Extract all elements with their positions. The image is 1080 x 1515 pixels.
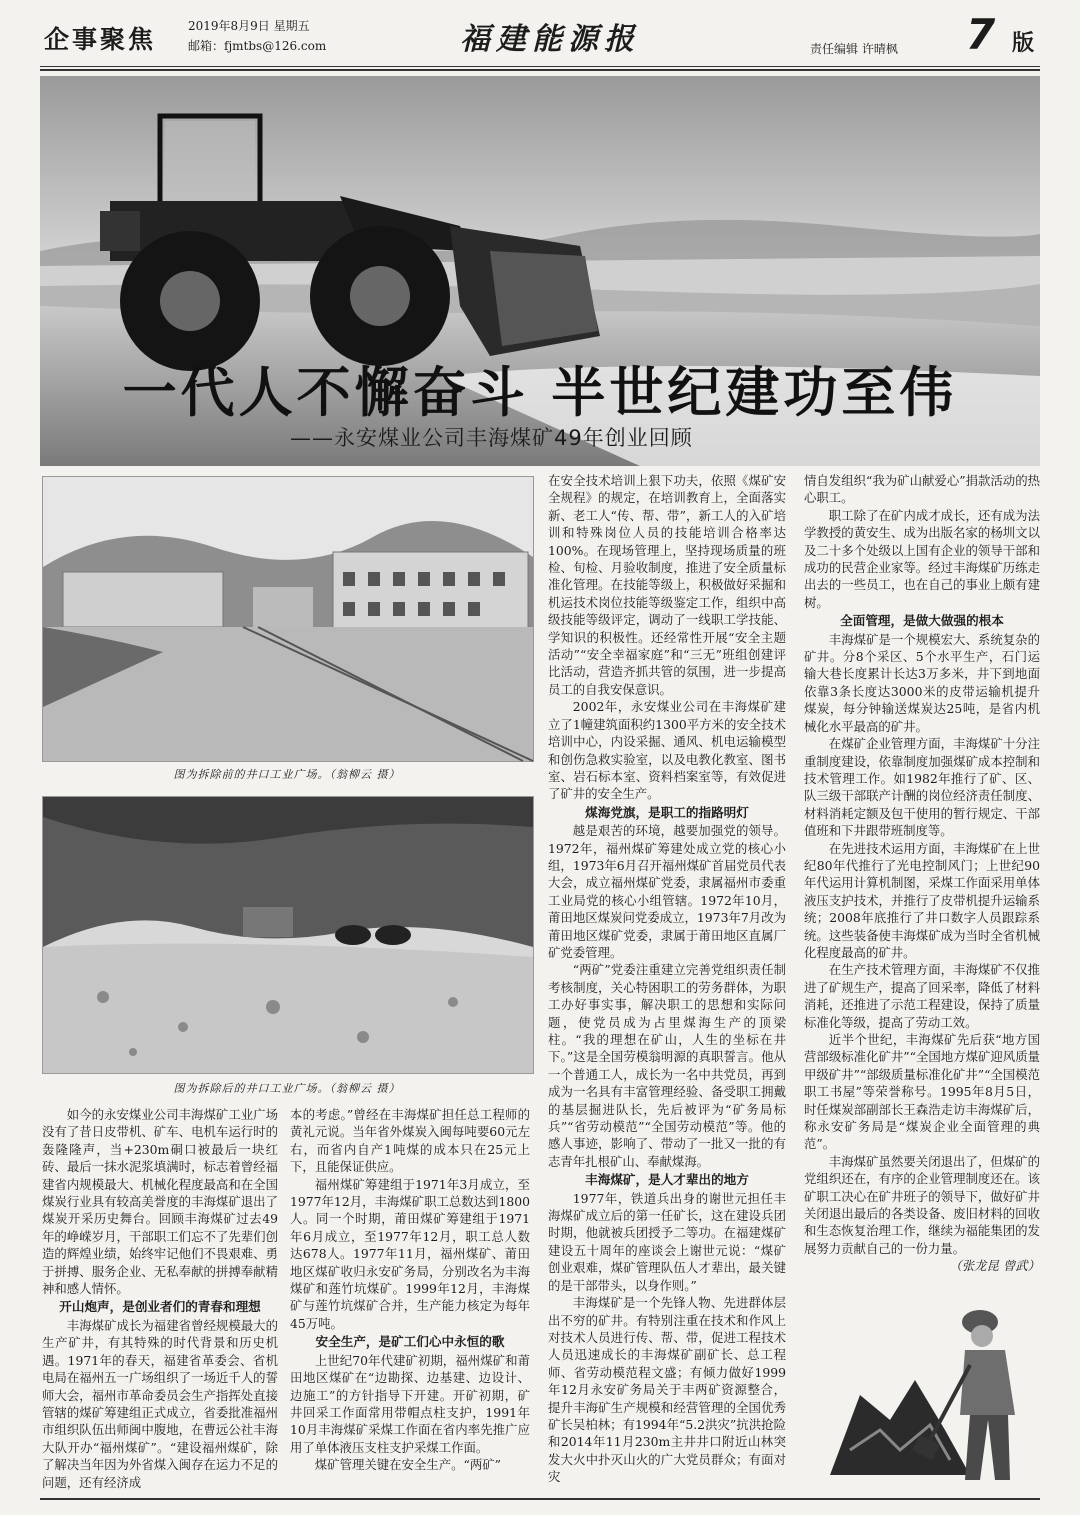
miner-illustration <box>820 1300 1035 1490</box>
article-paragraph: 丰海煤矿是一个规模宏大、系统复杂的矿井。分8个采区、5个水平生产，石门运输大巷长度累计长达3万多米，井下到地面依靠3条长度达3000米的皮带运输机提升煤炭，每分钟输送煤炭达25吨，是省内机械化水平最高的矿井。 <box>804 631 1040 734</box>
article-paragraph: 在安全技术培训上狠下功夫，依照《煤矿安全规程》的规定，在培训教育上，全面落实新、老工人“传、帮、带”，新工人的入矿培训和特殊岗位人员的技能培训合格率达100%。在现场管理上，坚持现场质量的班检、旬检、月验收制度，推进了安全质量标准化管理。在技能等级上，积极做好采掘和机运技术岗位技能等级鉴定工作，组织中高级技能等级评定，调动了一线职工学技能、学知识的积极性。还经常性开展“安全主题活动”“安全幸福家庭”和“三无”班组创建评比活动，营造齐抓共管的氛围，进一步提高员工的自我安保意识。 <box>548 473 786 697</box>
article-paragraph: 职工除了在矿内成才成长，还有成为法学教授的黄安生、成为出版名家的杨圳文以及二十多个处级以上国有企业的领导干部和成功的民营企业家等。经过丰海煤矿历练走出去的一些员工，也在自己的事业上颇有建树。 <box>804 507 1040 610</box>
subheadline: ——永安煤业公司丰海煤矿49年创业回顾 <box>290 426 693 450</box>
miner-shovel-icon <box>820 1300 1035 1490</box>
page-suffix: 版 <box>1012 30 1035 56</box>
page-number: 7 <box>966 10 996 59</box>
header-rule-thick <box>40 69 1040 71</box>
mine-after-icon <box>43 797 533 1073</box>
article-paragraph: 丰海煤矿成长为福建省曾经规模最大的生产矿井，有其特殊的时代背景和历史机遇。1971年的春天，福建省革委会、省机电局在福州五一广场组织了一场近千人的誓师大会，福州市革命委员会生产指挥处直接管辖的煤矿筹建组正式成立，省委批准福州市组织队伍出师闽中腹地，在曹远公社丰海大队开办“福州煤矿”。“建设福州煤矿，除了解决当年因为外省煤入闽存在运力不足的问题，还有经济成 <box>42 1317 278 1490</box>
article-paragraph: 在生产技术管理方面，丰海煤矿不仅推进了矿规生产，提高了回采率，降低了材料消耗，还推进了示范工程建设，保持了质量标准化等级，提高了劳动工效。 <box>804 962 1040 1030</box>
article-column-2 <box>290 1106 530 1492</box>
section-heading: 丰海煤矿，是人才辈出的地方 <box>585 1172 749 1188</box>
article-paragraph: 福州煤矿筹建组于1971年3月成立，至1977年12月，丰海煤矿职工总数达到1800人。同一个时期，莆田煤矿筹建组于1971年6月成立，至1977年12月，职工总人数达678人。1977年11月，福州煤矿、莆田地区煤矿收归永安矿务局，分别改名为丰海煤矿和莲竹坑煤矿。1999年12月，丰海煤矿与莲竹坑煤矿合并，生产能力核定为每年45万吨。 <box>290 1176 530 1331</box>
article-paragraph: 煤矿管理关键在安全生产。“两矿” <box>314 1457 501 1473</box>
photo-caption-after: 图为拆除后的井口工业广场。（翁柳云 摄） <box>173 1082 401 1095</box>
section-heading: 全面管理，是做大做强的根本 <box>840 613 1004 629</box>
section-heading: 开山炮声，是创业者们的青春和理想 <box>59 1299 261 1315</box>
contact-email[interactable]: 邮箱：fjmtbs@126.com <box>188 39 327 53</box>
article-paragraph: 丰海煤矿虽然要关闭退出了，但煤矿的党组织还在，有序的企业管理制度还在。该矿职工决心在矿井班子的领导下，做好矿井关闭退出最后的各类设备、废旧材料的回收和生态恢复治理工作，继续为福能集团的发展努力贡献自己的一份力量。 <box>804 1153 1040 1256</box>
article-paragraph: 1977年，铁道兵出身的谢世元担任丰海煤矿成立后的第一任矿长，这在建设兵团时期，他就被兵团授予二等功。在福建煤矿建设五十周年的座谈会上谢世元说：“煤矿创业艰难，煤矿管理队伍人才辈出，最关键的是干部带头，以身作则。” <box>548 1190 786 1293</box>
article-paragraph: 本的考虑。”曾经在丰海煤矿担任总工程师的黄礼元说。当年省外煤炭入闽每吨要60元左右，而省内自产1吨煤的成本只在25元上下，且能保证供应。 <box>290 1107 530 1175</box>
article-paragraph: 丰海煤矿是一个先锋人物、先进群体层出不穷的矿井。有特别注重在技术和作风上对技术人员进行传、帮、带，促进工程技术人员迅速成长的丰海煤矿副矿长、总工程师、省劳动模范程文盛；有倾力做好1999年12月永安矿务局关于丰两矿资源整合，提升丰海矿生产规模和经营管理的全国优秀矿长吴柏林；有1994年“5.2洪灾”抗洪抢险和2014年11月230m主井井口附近山林突发大火中扑灭山火的广大党员群众；有面对灾 <box>548 1295 786 1485</box>
section-heading: 煤海党旗，是职工的指路明灯 <box>585 804 749 820</box>
article-column-4 <box>804 472 1040 1274</box>
article-paragraph: 情自发组织“我为矿山献爱心”捐款活动的热心职工。 <box>804 473 1040 506</box>
article-paragraph: 在煤矿企业管理方面，丰海煤矿十分注重制度建设，依靠制度加强煤矿成本控制和技术管理工作。如1982年推行了矿、区、队三级干部联产计酬的岗位经济责任制度、材料消耗定额及包干使用的暂行规定、干部值班和下井跟带班制度等。 <box>804 736 1040 839</box>
photo-caption-before: 图为拆除前的井口工业广场。（翁柳云 摄） <box>173 768 401 781</box>
responsible-editor: 责任编辑 许晴枫 <box>810 42 898 56</box>
article-column-3 <box>548 472 786 1494</box>
headline: 一代人不懈奋斗 半世纪建功至伟 <box>122 361 958 424</box>
article-paragraph: 近半个世纪，丰海煤矿先后获“地方国营部级标准化矿井”“全国地方煤矿迎风质量甲级矿井”“部级质量标准化矿井”“全国模范职工书屋”等荣誉称号。1995年8月5日，时任煤炭部副部长王森浩走访丰海煤矿后，称永安矿务局是“煤炭企业全面管理的典范”。 <box>804 1032 1040 1152</box>
photo-before <box>42 476 534 762</box>
issue-date: 2019年8月9日 星期五 <box>188 19 310 33</box>
article-paragraph: 在先进技术运用方面，丰海煤矿在上世纪80年代推行了光电控制风门；上世纪90年代运用计算机制图，采煤工作面采用单体液压支护技术，并推行了皮带机提升运输系统；2008年底推行了井口数字人员跟踪系统。这些装备使丰海煤矿成为当时全省机械化程度最高的矿井。 <box>804 840 1040 960</box>
header-rule <box>40 66 1040 67</box>
article-paragraph: 2002年，永安煤业公司在丰海煤矿建立了1幢建筑面积约1300平方米的安全技术培训中心，内设采掘、通风、机电运输模型和创伤急救实验室，以及电教化教室、图书室、岩石标本室、资料档案室等，有效促进了矿井的安全生产。 <box>548 699 786 802</box>
footer-rule <box>40 1498 1040 1500</box>
article-paragraph: 上世纪70年代建矿初期，福州煤矿和莆田地区煤矿在“边勘探、边基建、边设计、边施工”的方针指导下开建。开矿初期，矿井回采工作面常用带帽点柱支护，1991年10月丰海煤矿采煤工作面在省内率先推广应用了单体液压支柱支护采煤工作面。 <box>290 1352 530 1455</box>
article-paragraph: 越是艰苦的环境，越要加强党的领导。1972年，福州煤矿筹建处成立党的核心小组，1973年6月召开福州煤矿首届党员代表大会，成立福州煤矿党委，隶属福州市委重工业局党的核心小组管辖。1972年10月，莆田地区煤炭问党委成立，1973年7月改为莆田地区煤矿党委，隶属于莆田地区直属厂矿党委管理。 <box>548 823 786 960</box>
section-name: 企事聚焦 <box>44 25 157 54</box>
section-heading: 安全生产，是矿工们心中永恒的歌 <box>315 1334 505 1350</box>
article-byline: （张龙昆 曾武） <box>949 1258 1040 1274</box>
photo-after <box>42 796 534 1074</box>
article-paragraph: “两矿”党委注重建立完善党组织责任制考核制度，关心特困职工的劳务群体，为职工办好事实事，解决职工的思想和实际问题，使党员成为占里煤海生产的顶梁柱。“我的理想在矿山，人生的坐标在井下。”这是全国劳模翁明源的真职誓言。他从一个普通工人，成长为一名中共党员，再到成为一名具有丰富管理经验、备受职工拥戴的基层掘进队长，先后被评为“矿务局标兵”“省劳动模范”“全国劳动模范”等。他的感人事迹，影响了、带动了一批又一批的有志青年扎根矿山、奉献煤海。 <box>548 962 786 1169</box>
newspaper-masthead: 福建能源报 <box>460 22 640 57</box>
article-paragraph: 如今的永安煤业公司丰海煤矿工业广场没有了昔日皮带机、矿车、电机车运行时的轰隆隆声，当+230m硐口被最后一块红砖、最后一抹水泥浆填满时，标志着曾经福建省内规模最大、机械化程度最高和在全国煤炭行业具有较高美誉度的丰海煤矿退出了煤炭开采历史舞台。回顾丰海煤矿过去49年的峥嵘岁月，干部职工们忘不了先辈们创造的辉煌业绩，始终牢记他们不畏艰难、勇于拼搏、服务企业、无私奉献的拼搏奉献精神和感人情怀。 <box>42 1107 278 1297</box>
mine-before-icon <box>43 477 533 761</box>
article-column-1 <box>42 1106 278 1492</box>
